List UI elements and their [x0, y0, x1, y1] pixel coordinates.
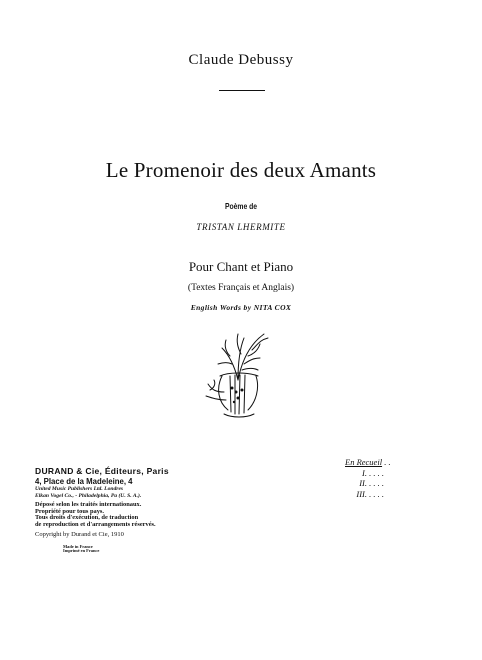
collection-item [345, 478, 435, 489]
rights-line: de reproduction et d'arrangements réservés. [35, 520, 156, 528]
collection-item-numeral: I. [362, 467, 367, 478]
collection-label: En Recueil [345, 457, 383, 467]
lyre-emblem-icon [198, 330, 278, 422]
collection-item-dots: . . . . [369, 478, 384, 489]
work-title: Le Promenoir des deux Amants [105, 158, 377, 182]
collection-item-dots: . . . . [369, 488, 384, 499]
collection-item-numeral: II. [359, 478, 367, 489]
printed-in-france: Imprimé en France [63, 548, 100, 554]
rights-line: Propriété pour tous pays. [35, 507, 104, 515]
made-in-france: Made in France [63, 543, 93, 549]
composer-name: Claude Debussy [188, 52, 294, 68]
agent-philadelphia: Elkan Vogel Co., - Philadelphia, Pa (U. S. A.). [35, 492, 142, 499]
collection-item-dots: . . . . [369, 467, 384, 478]
poet-name: TRISTAN LHERMITE [196, 222, 286, 232]
collection-item [345, 489, 435, 500]
languages-label: (Textes Français et Anglais) [187, 283, 295, 293]
english-words-credit: English Words by NITA COX [190, 303, 292, 312]
copyright-line: Copyright by Durand et Cie, 1910 [35, 530, 124, 538]
rights-line: Tous droits d'exécution, de traduction [35, 514, 139, 522]
collection-item [345, 468, 435, 479]
collection-heading [345, 457, 435, 468]
poem-by-label: Poème de [224, 201, 258, 211]
agent-london: United Music Publishers Ltd. Londres [35, 486, 124, 493]
publisher-address: 4, Place de la Madeleine, 4 [35, 476, 133, 486]
collection-listing [345, 457, 435, 500]
publisher-imprint [35, 467, 275, 554]
collection-label-dots: . . [384, 457, 391, 467]
rights-line: Déposé selon les traités internationaux. [35, 500, 142, 508]
collection-item-numeral: III. [356, 488, 367, 499]
scoring-label: Pour Chant et Piano [188, 259, 294, 274]
publisher-name: DURAND & Cie, Éditeurs, Paris [35, 466, 169, 476]
title-divider [219, 90, 265, 91]
